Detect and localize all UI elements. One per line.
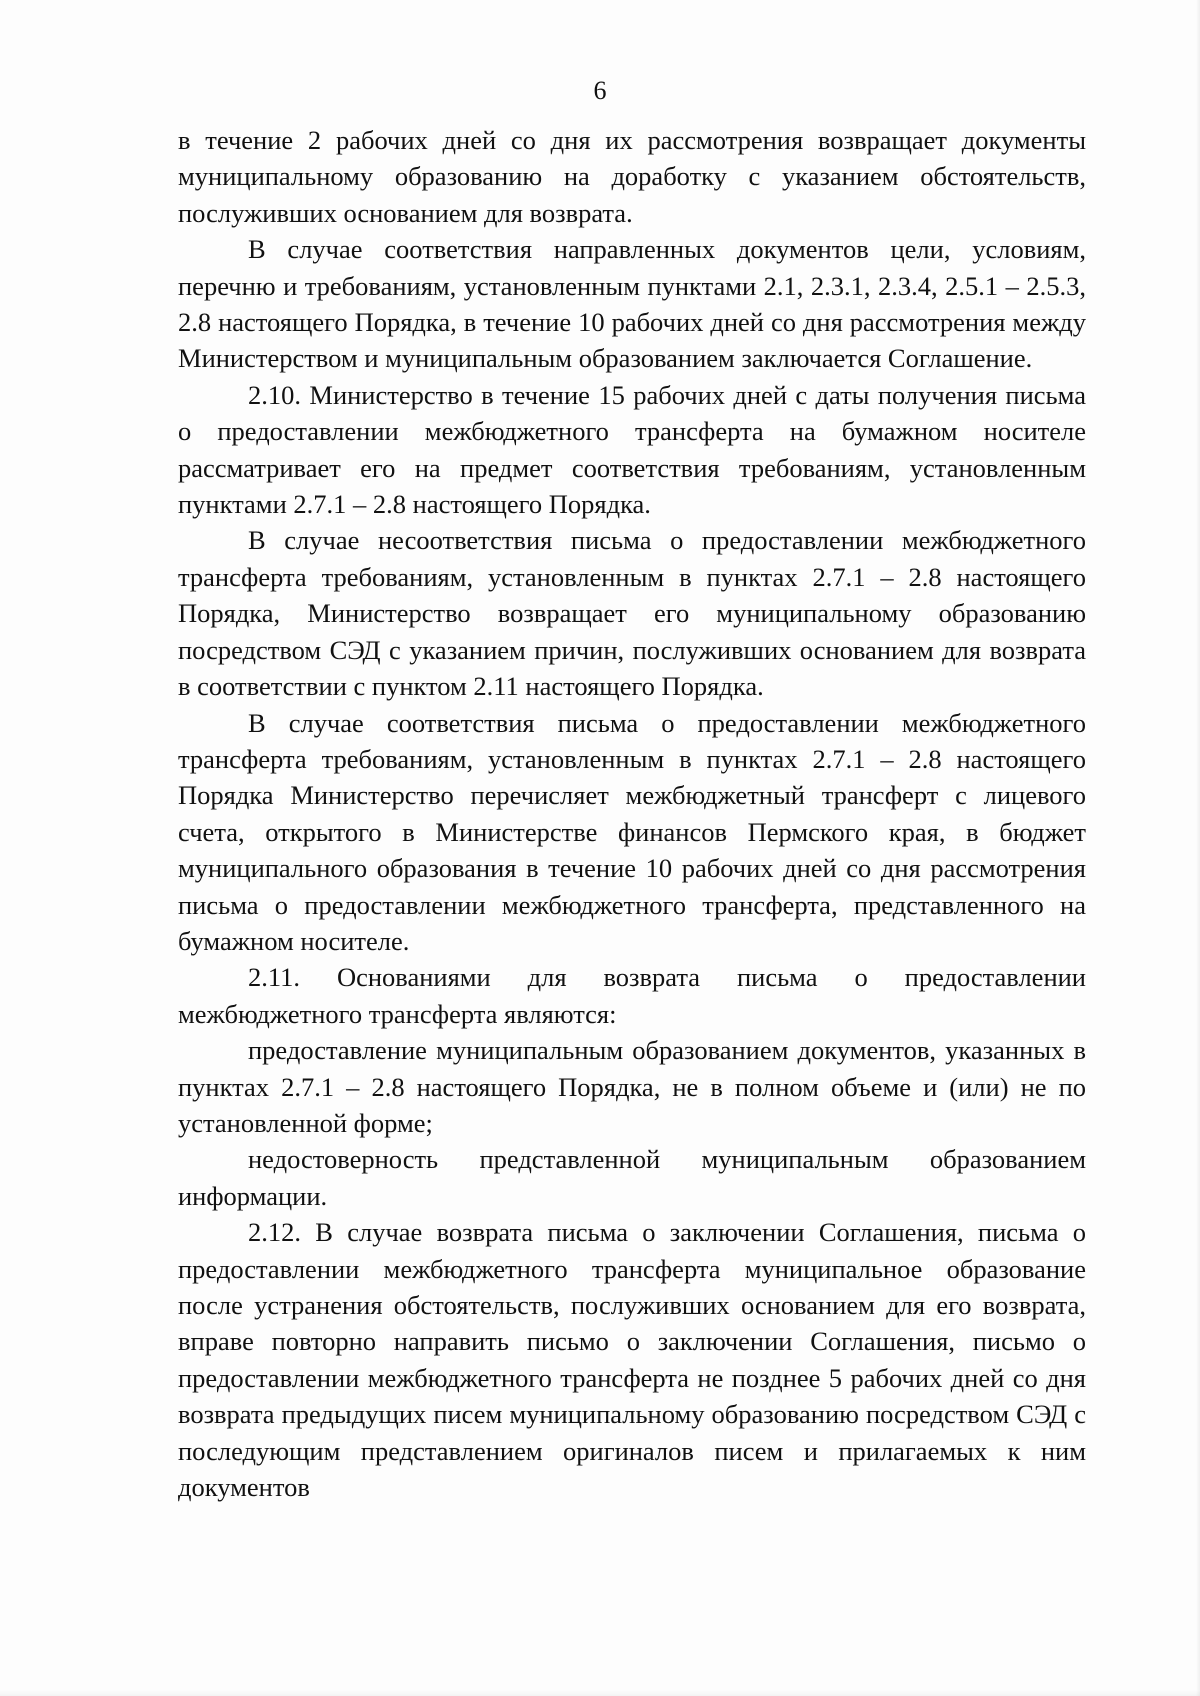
paragraph-clause-2-11: 2.11. Основаниями для возврата письма о предоставлении межбюджетного трансферта являются: bbox=[178, 962, 1086, 1029]
paragraph-agreement-conclusion: В случае соответствия направленных документов цели, условиям, перечню и требованиям, установленным пунктами 2.1, 2.3.1, 2.3.4, 2.5.1 – 2.5.3, 2.8 настоящего Порядка, в течение 10 рабочих дней со дня рассмотрения между Министерством и муниципальным образованием заключается Соглашение. bbox=[178, 234, 1086, 374]
scan-right-edge bbox=[1196, 0, 1200, 1696]
paragraph-clause-2-10: 2.10. Министерство в течение 15 рабочих дней с даты получения письма о предоставлении межбюджетного трансферта на бумажном носителе рассматривает его на предмет соответствия требованиям, установленным пунктами 2.7.1 – 2.8 настоящего Порядка. bbox=[178, 379, 1086, 520]
page-number: 6 bbox=[593, 76, 607, 105]
paragraph-compliance-transfer: В случае соответствия письма о предоставлении межбюджетного трансферта требованиям, установленным в пунктах 2.7.1 – 2.8 настоящего Порядка Министерство перечисляет межбюджетный трансферт с лицевого счета, открытого в Министерстве финансов Пермского края, в бюджет муниципального образования в течение 10 рабочих дней со дня рассмотрения письма о предоставлении межбюджетного трансферта, представленного на бумажном носителе. bbox=[178, 707, 1086, 956]
paragraph-clause-2-12: 2.12. В случае возврата письма о заключении Соглашения, письма о предоставлении межбюджетного трансферта муниципальное образование после устранения обстоятельств, послуживших основанием для его возврата, вправе повторно направить письмо о заключении Соглашения, письмо о предоставлении межбюджетного трансферта не позднее 5 рабочих дней со дня возврата предыдущих писем муниципальному образованию посредством СЭД с последующим представлением оригиналов писем и прилагаемых к ним документов bbox=[178, 1217, 1086, 1503]
scan-bottom-edge bbox=[0, 1690, 1200, 1696]
document-body bbox=[178, 122, 1086, 1505]
paragraph-continuation: в течение 2 рабочих дней со дня их рассмотрения возвращает документы муниципальному образованию на доработку с указанием обстоятельств, послуживших основанием для возврата. bbox=[178, 125, 1086, 228]
paragraph-ground-unreliable-information: недостоверность представленной муниципальным образованием информации. bbox=[178, 1144, 1086, 1211]
paragraph-ground-incomplete-documents: предоставление муниципальным образованием документов, указанных в пунктах 2.7.1 – 2.8 настоящего Порядка, не в полном объеме и (или) не по установленной форме; bbox=[178, 1035, 1086, 1138]
paragraph-noncompliance-return: В случае несоответствия письма о предоставлении межбюджетного трансферта требованиям, установленным в пунктах 2.7.1 – 2.8 настоящего Порядка, Министерство возвращает его муниципальному образованию посредством СЭД с указанием причин, послуживших основанием для возврата в соответствии с пунктом 2.11 настоящего Порядка. bbox=[178, 525, 1086, 702]
